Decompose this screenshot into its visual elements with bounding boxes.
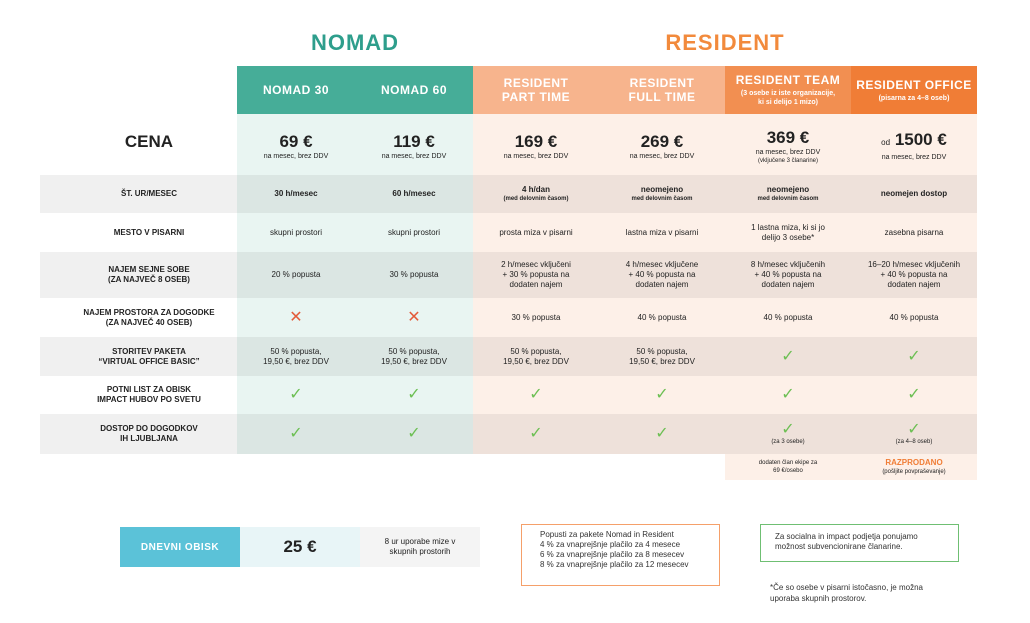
plan-header xyxy=(237,66,355,114)
table-cell xyxy=(725,337,851,376)
table-cell xyxy=(725,175,851,213)
check-icon: ✓ xyxy=(907,347,921,365)
table-cell xyxy=(237,252,355,298)
table-cell xyxy=(473,213,599,252)
table-cell xyxy=(473,175,599,213)
table-cell xyxy=(599,252,725,298)
cell-text: prosta miza v pisarni xyxy=(499,227,573,237)
row-label: POTNI LIST ZA OBISK IMPACT HUBOV PO SVETU xyxy=(97,385,201,404)
cell-text: zasebna pisarna xyxy=(884,227,944,237)
table-cell xyxy=(599,414,725,454)
check-icon: ✓ xyxy=(781,347,795,365)
price-note: na mesec, brez DDV xyxy=(503,152,569,160)
discount-line: 6 % za vnaprejšnje plačilo za 8 mesecev xyxy=(540,550,685,559)
cross-icon: ✕ xyxy=(407,308,421,326)
cell-text: 2 h/mesec vključeni + 30 % popusta na dodaten najem xyxy=(501,260,571,289)
cell-text: 4 h/mesec vključene + 40 % popusta na dodaten najem xyxy=(625,260,699,289)
table-cell xyxy=(599,298,725,337)
check-icon: ✓ xyxy=(289,425,303,442)
cell-text: 1 lastna miza, ki si jo delijo 3 osebe* xyxy=(751,222,825,242)
plan-header xyxy=(355,66,473,114)
discount-line: 8 % za vnaprejšnje plačilo za 12 mesecev xyxy=(540,560,689,569)
price-amount: 169 € xyxy=(514,131,558,151)
table-cell xyxy=(851,298,977,337)
cell-text: 30 h/mesec xyxy=(274,189,318,198)
check-icon: ✓ xyxy=(781,421,795,438)
plan-name: RESIDENT TEAM xyxy=(735,73,841,87)
sold-out-label: RAZPRODANO xyxy=(885,458,943,467)
sold-out-note: (pošljite povpraševanje) xyxy=(882,469,946,475)
cell-text: 60 h/mesec xyxy=(392,189,436,198)
cell-text: lastna miza v pisarni xyxy=(625,227,699,237)
table-cell xyxy=(473,252,599,298)
cell-text: 50 % popusta, 19,50 €, brez DDV xyxy=(629,346,695,366)
plan-name: NOMAD 30 xyxy=(262,83,329,97)
table-cell xyxy=(851,213,977,252)
table-cell xyxy=(237,298,355,337)
table-cell xyxy=(237,213,355,252)
discount-line: 4 % za vnaprejšnje plačilo za 4 mesece xyxy=(540,540,681,549)
cell-text: 40 % popusta xyxy=(637,312,687,322)
table-cell xyxy=(355,337,473,376)
cell-text: 4 h/dan xyxy=(521,185,550,194)
price-note: na mesec, brez DDV xyxy=(263,152,329,160)
footnote: *Če so osebe v pisarni istočasno, je možna uporaba skupnih prostorov. xyxy=(770,583,923,603)
table-cell xyxy=(725,376,851,414)
daily-visit-label: DNEVNI OBISK xyxy=(120,527,240,567)
cell-text: 50 % popusta, 19,50 €, brez DDV xyxy=(263,346,329,366)
cell-text: neomejen dostop xyxy=(880,189,948,198)
table-cell xyxy=(851,175,977,213)
price-amount: 1500 € xyxy=(894,130,947,149)
row-label: ŠT. UR/MESEC xyxy=(120,189,177,198)
discounts-box xyxy=(521,524,720,586)
table-cell xyxy=(237,376,355,414)
table-cell xyxy=(237,337,355,376)
cell-note: med delovnim časom xyxy=(631,196,693,202)
table-cell xyxy=(473,298,599,337)
team-extra-text: dodaten član ekipe za 69 €/osebo xyxy=(758,460,818,474)
cell-note: (med delovnim časom) xyxy=(503,196,569,202)
price-prefix: od xyxy=(881,138,891,147)
price-row-label: CENA xyxy=(124,132,174,151)
plan-price xyxy=(599,122,725,170)
plan-header xyxy=(725,66,851,114)
cell-text: neomejeno xyxy=(640,185,684,194)
table-cell xyxy=(473,376,599,414)
plan-name: RESIDENT FULL TIME xyxy=(628,76,696,104)
price-extra: (vključene 3 članarine) xyxy=(757,157,819,164)
plan-price xyxy=(851,122,977,170)
cell-note: (za 3 osebe) xyxy=(771,439,805,445)
table-cell xyxy=(237,414,355,454)
plan-name: NOMAD 60 xyxy=(380,83,447,97)
cell-text: 50 % popusta, 19,50 €, brez DDV xyxy=(503,346,569,366)
plan-subtitle: (3 osebe iz iste organizacije, ki si delijo 1 mizo) xyxy=(740,90,836,106)
check-icon: ✓ xyxy=(529,386,543,403)
subsidy-box xyxy=(760,524,959,562)
row-label: NAJEM PROSTORA ZA DOGODKE (ZA NAJVEČ 40 OSEB) xyxy=(83,307,215,327)
table-cell xyxy=(355,175,473,213)
price-amount: 369 € xyxy=(766,127,810,147)
team-extra-member xyxy=(725,454,851,480)
price-amount: 119 € xyxy=(393,131,435,151)
cross-icon: ✕ xyxy=(289,308,303,326)
plan-header xyxy=(851,66,977,114)
table-cell xyxy=(237,175,355,213)
resident-group-title: RESIDENT xyxy=(665,30,785,55)
plan-header xyxy=(599,66,725,114)
row-label: DOSTOP DO DOGODKOV IH LJUBLJANA xyxy=(100,424,198,443)
cell-note: (za 4–8 oseb) xyxy=(895,439,933,445)
check-icon: ✓ xyxy=(655,425,669,442)
table-cell xyxy=(599,376,725,414)
price-note: na mesec, brez DDV xyxy=(381,152,447,160)
nomad-group-title: NOMAD xyxy=(310,30,400,55)
table-cell xyxy=(599,175,725,213)
table-cell xyxy=(851,376,977,414)
subsidy-text: Za socialna in impact podjetja ponujamo možnost subvencionirane članarine. xyxy=(775,532,918,551)
plan-price xyxy=(355,122,473,170)
table-cell xyxy=(599,213,725,252)
cell-text: 40 % popusta xyxy=(889,312,939,322)
price-amount: 69 € xyxy=(279,131,313,151)
table-cell xyxy=(355,414,473,454)
plan-header xyxy=(473,66,599,114)
table-cell xyxy=(851,337,977,376)
table-cell xyxy=(355,252,473,298)
check-icon: ✓ xyxy=(907,421,921,438)
discounts-title: Popusti za pakete Nomad in Resident xyxy=(540,530,674,539)
daily-visit-description: 8 ur uporabe mize v skupnih prostorih xyxy=(360,527,480,567)
table-cell xyxy=(851,414,977,454)
plan-subtitle: (pisarna za 4–8 oseb) xyxy=(878,94,950,102)
check-icon: ✓ xyxy=(907,386,921,403)
plan-price xyxy=(237,122,355,170)
daily-visit-price: 25 € xyxy=(240,527,360,567)
table-cell xyxy=(725,213,851,252)
plan-name: RESIDENT OFFICE xyxy=(856,77,972,92)
cell-text: 30 % popusta xyxy=(511,312,561,322)
table-cell xyxy=(599,337,725,376)
price-amount: 269 € xyxy=(640,131,684,151)
cell-text: 50 % popusta, 19,50 €, brez DDV xyxy=(381,346,447,366)
cell-text: neomejeno xyxy=(766,185,810,194)
check-icon: ✓ xyxy=(407,386,421,403)
table-cell xyxy=(355,213,473,252)
price-note: na mesec, brez DDV xyxy=(629,152,695,160)
cell-note: med delovnim časom xyxy=(757,196,819,202)
cell-text: 30 % popusta xyxy=(389,270,439,279)
table-cell xyxy=(851,252,977,298)
row-label: NAJEM SEJNE SOBE (ZA NAJVEČ 8 OSEB) xyxy=(108,265,190,284)
table-cell xyxy=(473,414,599,454)
cell-text: skupni prostori xyxy=(387,227,441,237)
table-cell xyxy=(725,414,851,454)
plan-price xyxy=(473,122,599,170)
plan-price xyxy=(725,122,851,170)
cell-text: 16–20 h/mesec vključenih + 40 % popusta na dodaten najem xyxy=(867,260,961,289)
check-icon: ✓ xyxy=(781,386,795,403)
check-icon: ✓ xyxy=(655,386,669,403)
cell-text: 8 h/mesec vključenih + 40 % popusta na dodaten najem xyxy=(750,260,826,289)
price-note: na mesec, brez DDV xyxy=(881,154,947,161)
plan-name: RESIDENT PART TIME xyxy=(501,76,571,104)
table-cell xyxy=(355,298,473,337)
cell-text: 20 % popusta xyxy=(271,270,321,279)
check-icon: ✓ xyxy=(529,425,543,442)
check-icon: ✓ xyxy=(289,386,303,403)
table-cell xyxy=(355,376,473,414)
price-note: na mesec, brez DDV xyxy=(755,148,821,156)
cell-text: 40 % popusta xyxy=(763,312,813,322)
table-cell xyxy=(725,252,851,298)
table-cell xyxy=(473,337,599,376)
table-cell xyxy=(725,298,851,337)
cell-text: skupni prostori xyxy=(269,227,323,237)
check-icon: ✓ xyxy=(407,425,421,442)
row-label: MESTO V PISARNI xyxy=(113,227,185,237)
row-label: STORITEV PAKETA “VIRTUAL OFFICE BASIC” xyxy=(98,346,200,366)
office-sold-out xyxy=(851,454,977,480)
